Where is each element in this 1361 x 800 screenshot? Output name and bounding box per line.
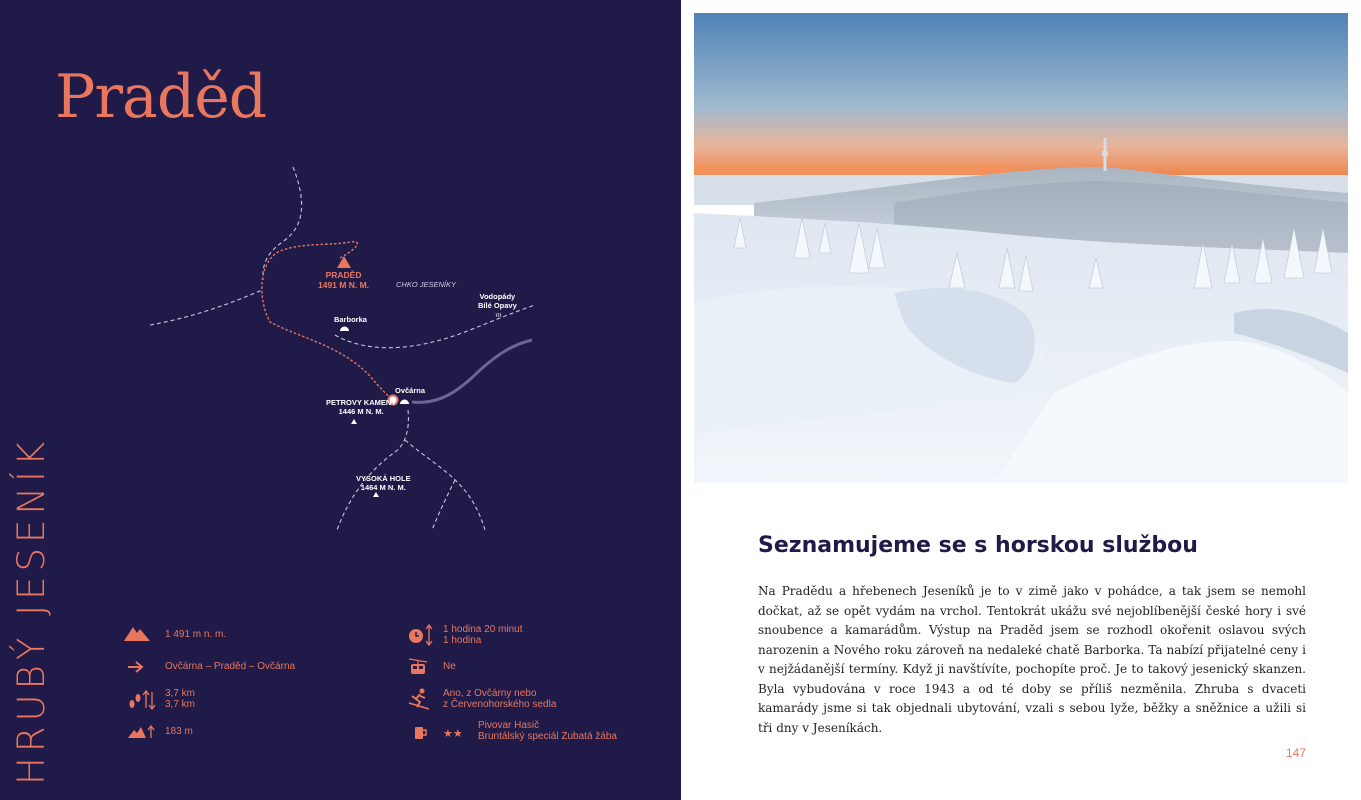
arrow-right-icon <box>128 661 146 673</box>
page-number: 147 <box>1286 746 1307 760</box>
beer-mug-icon <box>414 725 428 740</box>
hill-label <box>356 474 411 492</box>
hut-icon-barborka <box>340 327 349 332</box>
body-paragraph: Na Pradědu a hřebenech Jeseníků je to v zimě jako v pohádce, a tak jsem se nemohl dočkat, až se opět vydám na vrchol. Tentokrát ukážu své nejoblíbenější české hory i své snoubence a kamarádům. Výstup na Praděd jsem se rozhodl okořenit oslavou svých narozenin a Nového roku zároveň na nedaleké chatě Barborka. Ta nabízí přijatelné ceny i v nejžádanější termíny. Když ji navštívíte, pochopíte proč. Je to takový jesenický skanzen. Byla vybudována v roce 1943 a od té doby se příliš nezměnila. Zhruba s dvaceti kamarády jsme si tak objednali ubytování, vzali s sebou lyže, běžky a sněžnice a užili si tři dny v Jeseníkách. <box>758 584 1306 735</box>
section-heading: Seznamujeme se s horskou službou <box>758 533 1198 558</box>
trail-south-3 <box>432 480 455 530</box>
info-time <box>443 624 523 646</box>
trail-east <box>335 305 535 348</box>
time-down: 1 hodina <box>443 635 482 646</box>
rocks-label <box>326 398 396 416</box>
beer-brand: Pivovar Hasič <box>478 720 540 731</box>
waterfall-label-line1: Vodopády <box>479 292 516 301</box>
waterfall-icon <box>496 313 501 317</box>
clock-icon <box>408 624 436 646</box>
beer-name: Bruntálský speciál Zubatá žába <box>478 731 617 742</box>
distance-down: 3,7 km <box>165 699 196 710</box>
peak-icon-petrovy <box>351 419 357 424</box>
elevation-icon <box>128 725 156 738</box>
waterfall-label <box>478 292 517 310</box>
waterfall-label-line2: Bílé Opavy <box>478 301 517 310</box>
info-cable-car: Ne <box>443 661 456 672</box>
hill-altitude: 1464 M N. M. <box>360 483 406 492</box>
skier-icon <box>408 688 430 710</box>
region-label: HRUBÝ JESENÍK <box>10 436 53 785</box>
hut-icon-ovcarna <box>400 400 409 405</box>
distance-up: 3,7 km <box>165 688 196 699</box>
road <box>412 340 532 402</box>
info-ski <box>443 688 556 710</box>
summit-altitude: 1491 M N. M. <box>318 280 370 290</box>
info-elevation: 183 m <box>165 726 193 737</box>
footsteps-icon <box>128 688 156 712</box>
summit-label <box>318 270 369 290</box>
ski-line2: z Červenohorského sedla <box>443 699 557 710</box>
main-route <box>262 242 393 400</box>
ski-line1: Ano, z Ovčárny nebo <box>443 688 537 699</box>
trail-south-1 <box>337 410 408 530</box>
rocks-altitude: 1446 M N. M. <box>338 407 384 416</box>
hut-label-barborka: Barborka <box>334 315 367 324</box>
trail-south-2 <box>405 440 485 530</box>
summit-name: PRADĚD <box>325 270 362 280</box>
info-beer <box>478 720 617 742</box>
cable-car-icon <box>408 657 428 675</box>
info-route: Ovčárna – Praděd – Ovčárna <box>165 661 296 672</box>
trail-west <box>150 290 262 325</box>
rocks-name: PETROVY KAMENY <box>326 398 397 407</box>
peak-icon-vysoka <box>373 492 379 497</box>
hut-label-ovcarna: Ovčárna <box>395 386 426 395</box>
winter-landscape-photo <box>694 13 1348 483</box>
area-label: CHKO JESENÍKY <box>396 280 457 289</box>
hill-name: VYSOKÁ HOLE <box>356 474 411 483</box>
right-page <box>681 0 1361 800</box>
time-up: 1 hodina 20 minut <box>443 624 523 635</box>
page-title: Praděd <box>55 62 267 132</box>
summit-icon <box>337 256 351 268</box>
rating-stars-icon: ★★ <box>443 728 463 740</box>
info-distance <box>165 688 195 710</box>
info-altitude: 1 491 m n. m. <box>165 629 227 640</box>
mountain-icon <box>124 625 150 641</box>
trail-north <box>263 167 302 280</box>
